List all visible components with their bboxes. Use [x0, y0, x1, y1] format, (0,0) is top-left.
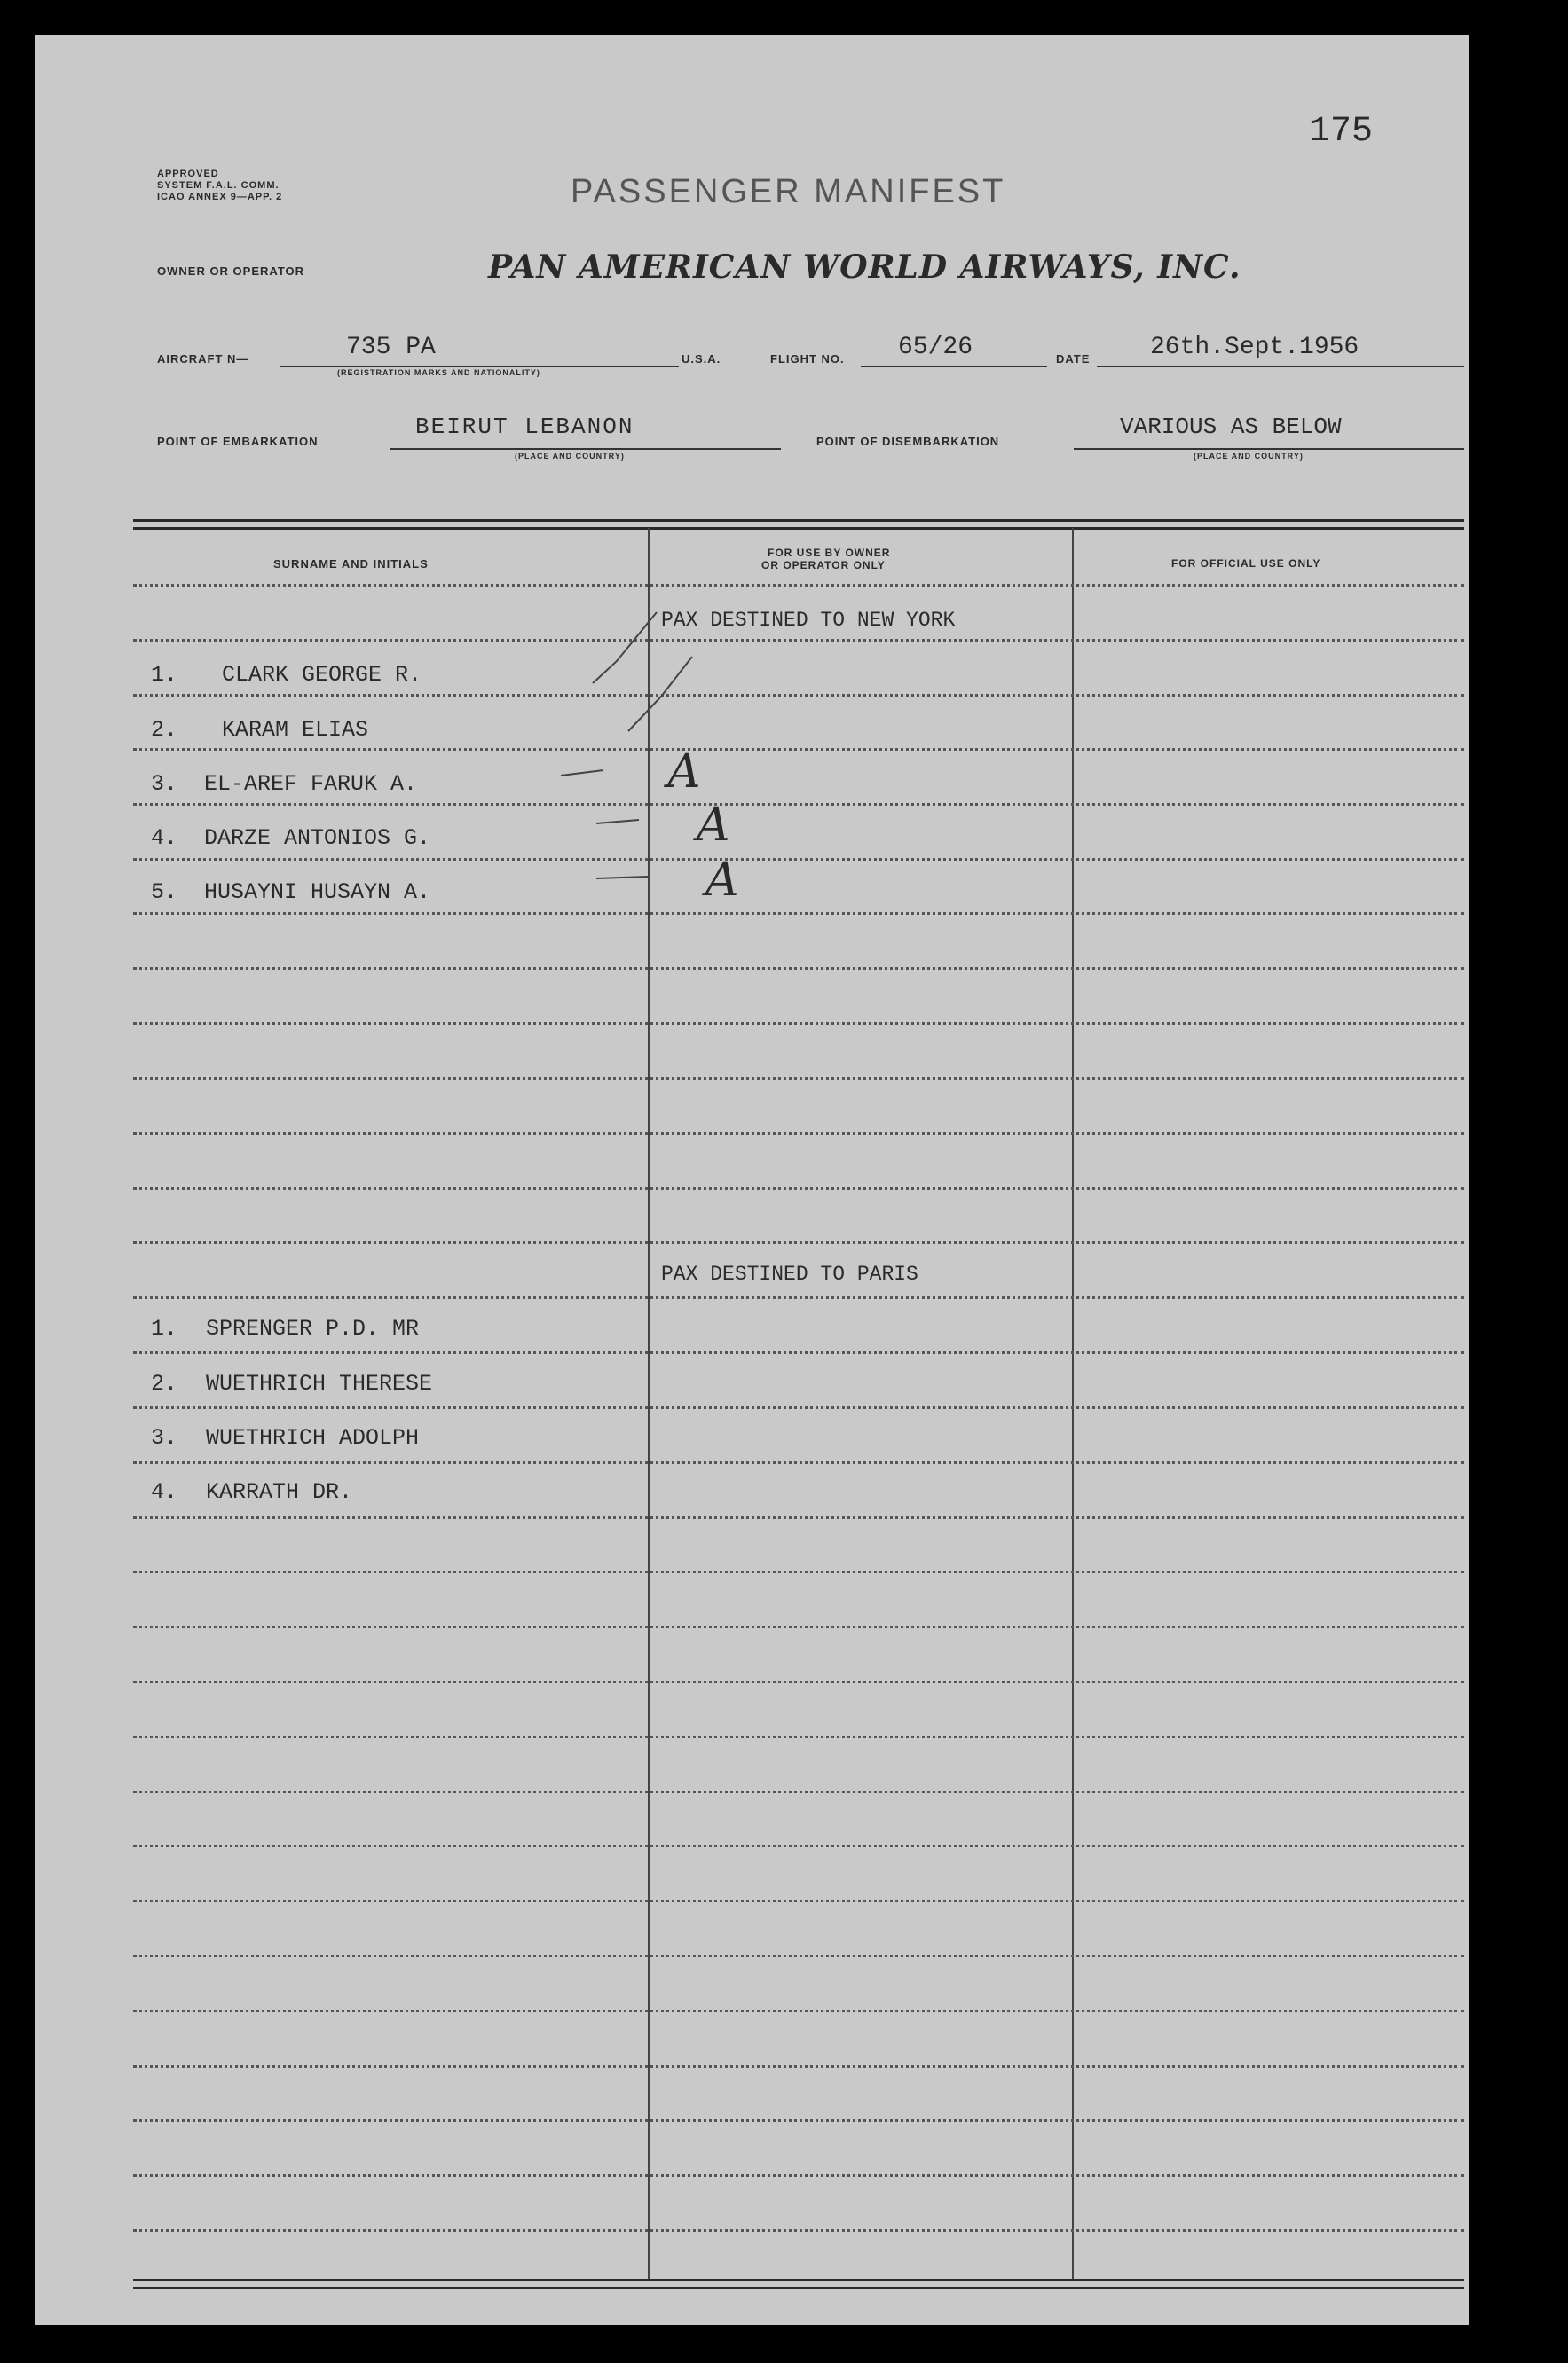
approval-line-2: SYSTEM F.A.L. COMM.	[157, 180, 280, 191]
column-header-owner-line-2: OR OPERATOR ONLY	[761, 559, 886, 571]
section-heading-new-york: PAX DESTINED TO NEW YORK	[661, 609, 956, 632]
disembark-value: VARIOUS AS BELOW	[1120, 414, 1342, 440]
usa-label: U.S.A.	[682, 352, 721, 366]
flight-label: FLIGHT NO.	[770, 352, 845, 366]
passenger-number: 2.	[151, 1371, 178, 1397]
passenger-number: 1.	[151, 662, 178, 688]
page-number: 175	[1309, 112, 1374, 152]
section-heading-paris: PAX DESTINED TO PARIS	[661, 1263, 918, 1286]
disembark-label: POINT OF DISEMBARKATION	[816, 435, 1000, 448]
aircraft-value: 735 PA	[346, 334, 436, 361]
operator-name: PAN AMERICAN WORLD AIRWAYS, INC.	[488, 248, 1241, 286]
disembark-caption: (PLACE AND COUNTRY)	[1194, 452, 1304, 461]
manifest-page	[35, 35, 1469, 2325]
handwritten-mark: A	[705, 854, 739, 907]
passenger-number: 4.	[151, 825, 178, 851]
form-title: PASSENGER MANIFEST	[571, 173, 1006, 210]
date-value: 26th.Sept.1956	[1150, 334, 1359, 361]
passenger-name: EL-AREF FARUK A.	[204, 771, 418, 797]
embark-value: BEIRUT LEBANON	[415, 414, 634, 440]
date-label: DATE	[1056, 352, 1091, 366]
handwritten-mark: A	[697, 799, 730, 852]
passenger-name: HUSAYNI HUSAYN A.	[204, 879, 431, 905]
passenger-name: KARRATH DR.	[206, 1479, 353, 1505]
embark-label: POINT OF EMBARKATION	[157, 435, 319, 448]
aircraft-label: AIRCRAFT N—	[157, 352, 249, 366]
registration-caption: (REGISTRATION MARKS AND NATIONALITY)	[337, 368, 540, 377]
approval-line-1: APPROVED	[157, 169, 219, 179]
passenger-number: 3.	[151, 1425, 178, 1451]
passenger-number: 1.	[151, 1316, 178, 1342]
passenger-number: 4.	[151, 1479, 178, 1505]
passenger-number: 5.	[151, 879, 178, 905]
column-header-surname: SURNAME AND INITIALS	[273, 557, 429, 571]
column-header-official: FOR OFFICIAL USE ONLY	[1171, 557, 1321, 570]
flight-value: 65/26	[898, 334, 973, 361]
passenger-name: DARZE ANTONIOS G.	[204, 825, 431, 851]
column-header-owner-line-1: FOR USE BY OWNER	[768, 547, 891, 559]
pencil-check-marks	[35, 35, 1469, 2325]
passenger-name: CLARK GEORGE R.	[222, 662, 422, 688]
passenger-name: WUETHRICH THERESE	[206, 1371, 433, 1397]
owner-label: OWNER OR OPERATOR	[157, 264, 305, 278]
passenger-number: 2.	[151, 717, 178, 743]
passenger-number: 3.	[151, 771, 178, 797]
passenger-name: WUETHRICH ADOLPH	[206, 1425, 420, 1451]
handwritten-mark: A	[667, 745, 701, 799]
passenger-name: KARAM ELIAS	[222, 717, 369, 743]
embark-caption: (PLACE AND COUNTRY)	[515, 452, 625, 461]
approval-line-3: ICAO ANNEX 9—APP. 2	[157, 192, 283, 202]
passenger-name: SPRENGER P.D. MR	[206, 1316, 420, 1342]
